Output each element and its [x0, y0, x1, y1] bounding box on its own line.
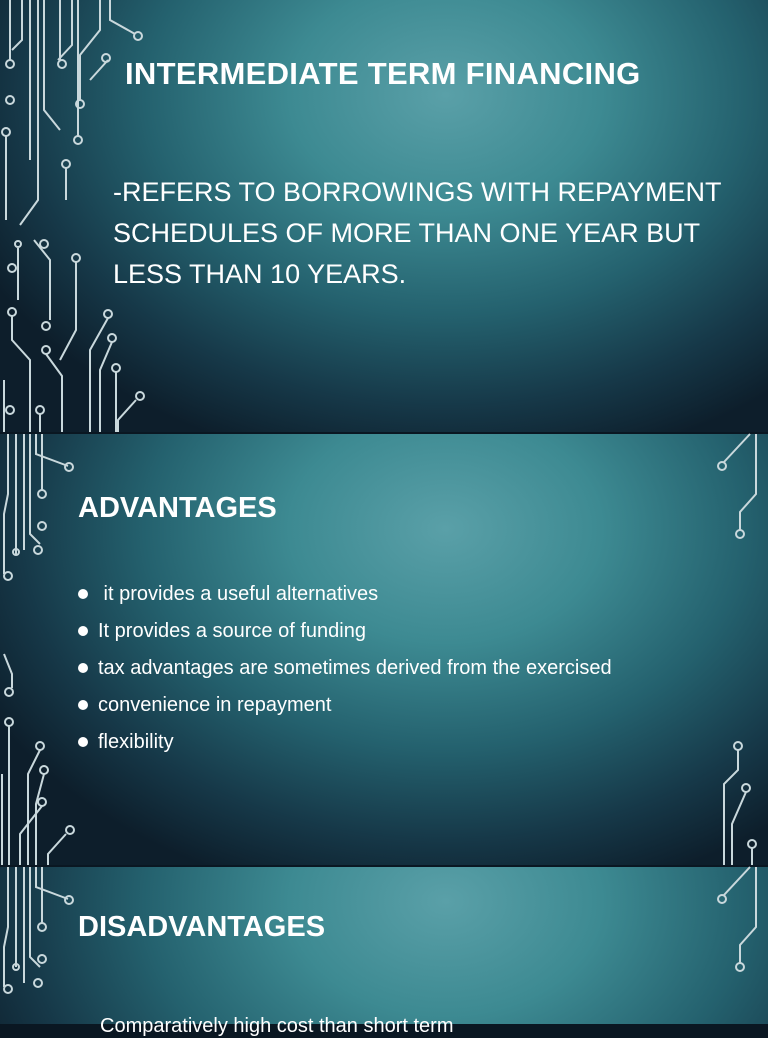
bullet-icon	[78, 700, 88, 710]
list-item	[78, 729, 612, 766]
slide-intermediate-term-financing	[0, 0, 768, 432]
slide-title: ADVANTAGES	[78, 492, 277, 524]
list-item-text: it provides a useful alternatives	[98, 583, 379, 605]
list-item	[78, 581, 612, 618]
list-item	[78, 655, 612, 692]
list-item-text: It provides a source of funding	[98, 620, 366, 642]
slide-advantages	[0, 434, 768, 865]
list-item	[78, 618, 612, 655]
list-item-text: flexibility	[98, 731, 174, 753]
slide-title: DISADVANTAGES	[78, 911, 326, 943]
advantages-list	[78, 581, 612, 766]
slide-title: INTERMEDIATE TERM FINANCING	[125, 56, 641, 91]
bullet-icon	[78, 737, 88, 747]
list-item	[78, 692, 612, 729]
bullet-icon	[78, 663, 88, 673]
slide-disadvantages	[0, 867, 768, 1037]
slide-body-text: -REFERS TO BORROWINGS WITH REPAYMENT SCHEDULES OF MORE THAN ONE YEAR BUT LESS THAN 10 YEARS.	[113, 177, 722, 289]
list-item-text: tax advantages are sometimes derived from the exercised	[98, 657, 612, 679]
bullet-icon	[78, 626, 88, 636]
list-item-text: convenience in repayment	[98, 694, 332, 716]
circuit-decoration-icon	[0, 867, 768, 1024]
partial-bullet-text: Comparatively high cost than short term	[100, 1015, 454, 1037]
bullet-icon	[78, 589, 88, 599]
